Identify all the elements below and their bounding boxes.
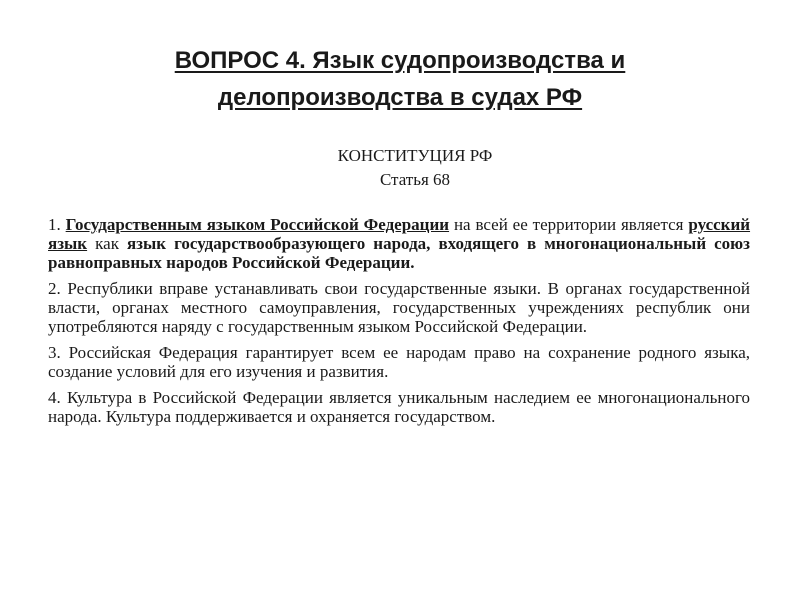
paragraph-1-number: 1. [48,215,61,234]
article-heading: Статья 68 [379,170,451,189]
paragraph-2: 2. Республики вправе устанавливать свои государственные языки. В органах государственной власти, органах местного самоуправления, государственных учреждениях республик они употребляются наряду с государственным языком Российской Федерации. [48,279,750,336]
title-line-2: делопроизводства в судах РФ [217,84,583,111]
state-language-phrase: Государственным языком Российской Федерации [65,215,450,234]
paragraph-1-text-b: как [95,234,119,253]
paragraph-1 [48,215,750,272]
paragraph-1-text-a: на всей ее территории является [453,215,684,234]
slide-title [80,42,720,116]
constitution-heading: КОНСТИТУЦИЯ РФ [337,146,493,165]
paragraph-1-bold-ending: язык государствообразующего народа, входящего в многонациональный союз равноправных народов Российской Федерации. [48,234,751,272]
paragraph-3: 3. Российская Федерация гарантирует всем ее народам право на сохранение родного языка, создание условий для его изучения и развития. [48,343,750,381]
russian-language-phrase: русский язык [48,215,751,253]
article-body [48,215,750,426]
paragraph-4: 4. Культура в Российской Федерации является уникальным наследием ее многонационального народа. Культура поддерживается и охраняется государством. [48,388,750,426]
title-line-1: ВОПРОС 4. Язык судопроизводства и [174,47,626,74]
